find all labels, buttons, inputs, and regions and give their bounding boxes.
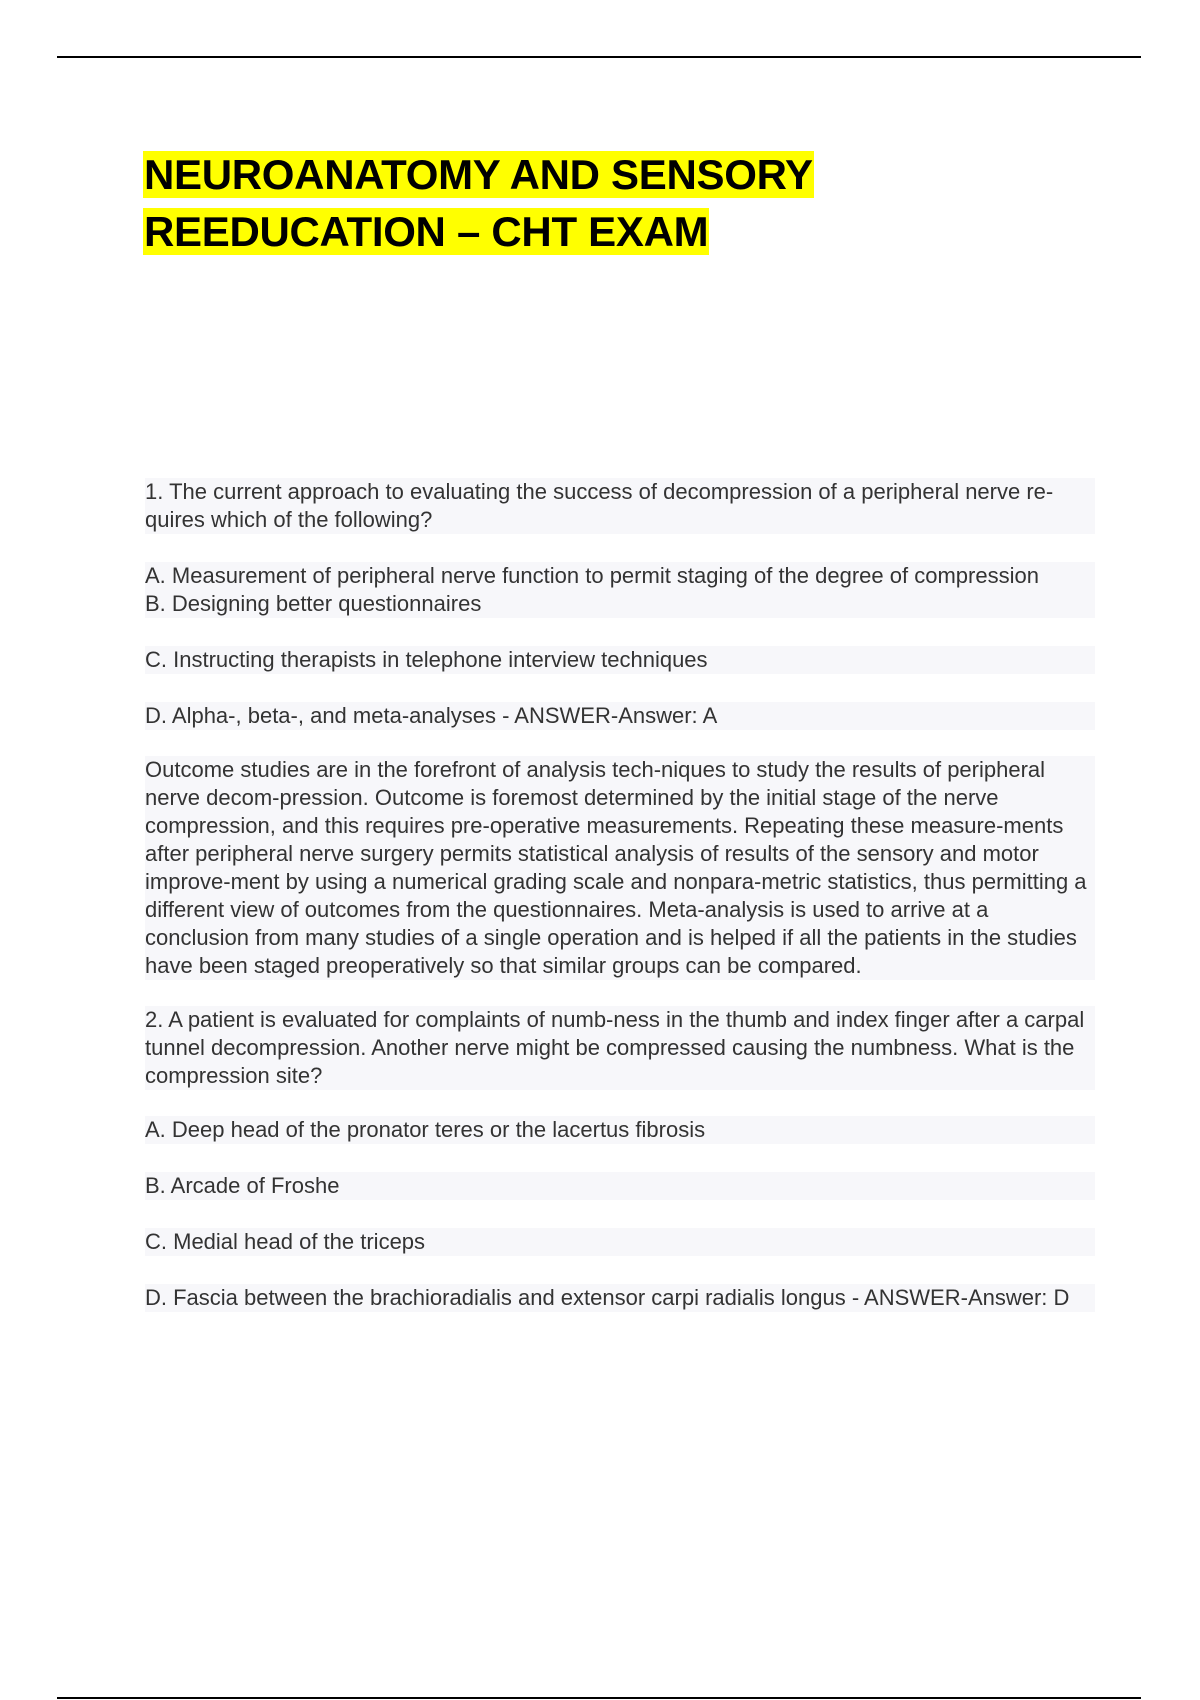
question-2-option-c: C. Medial head of the triceps [145, 1228, 1095, 1256]
question-2-option-a: A. Deep head of the pronator teres or the lacertus fibrosis [145, 1116, 1095, 1144]
question-1-option-a: A. Measurement of peripheral nerve function to permit staging of the degree of compression [145, 562, 1095, 590]
question-1-stem: 1. The current approach to evaluating the success of decompression of a peripheral nerve re-quires which of the following? [145, 478, 1095, 534]
title-line-2: REEDUCATION – CHT EXAM [144, 208, 709, 255]
question-2-option-b: B. Arcade of Froshe [145, 1172, 1095, 1200]
top-rule [57, 56, 1141, 58]
exam-content [145, 478, 1095, 1312]
question-2-stem: 2. A patient is evaluated for complaints of numb-ness in the thumb and index finger after a carpal tunnel decompression. Another nerve might be compressed causing the numbness. What is the compression site? [145, 1006, 1095, 1090]
question-1-option-b: B. Designing better questionnaires [145, 590, 1095, 618]
title-line-1: NEUROANATOMY AND SENSORY [144, 151, 813, 198]
question-1-option-d: D. Alpha-, beta-, and meta-analyses - ANSWER-Answer: A [145, 702, 1095, 730]
question-2-option-d: D. Fascia between the brachioradialis and extensor carpi radialis longus - ANSWER-Answer: D [145, 1284, 1095, 1312]
question-1-explanation: Outcome studies are in the forefront of analysis tech-niques to study the results of peripheral nerve decom-pression. Outcome is foremost determined by the initial stage of the nerve compression, and this requires pre-operative measurements. Repeating these measure-ments after peripheral nerve surgery permits statistical analysis of results of the sensory and motor improve-ment by using a numerical grading scale and nonpara-metric statistics, thus permitting a different view of outcomes from the questionnaires. Meta-analysis is used to arrive at a conclusion from many studies of a single operation and is helped if all the patients in the studies have been staged preoperatively so that similar groups can be compared. [145, 756, 1095, 980]
bottom-rule [57, 1697, 1141, 1699]
document-title [143, 146, 1043, 260]
question-1-option-c: C. Instructing therapists in telephone interview techniques [145, 646, 1095, 674]
